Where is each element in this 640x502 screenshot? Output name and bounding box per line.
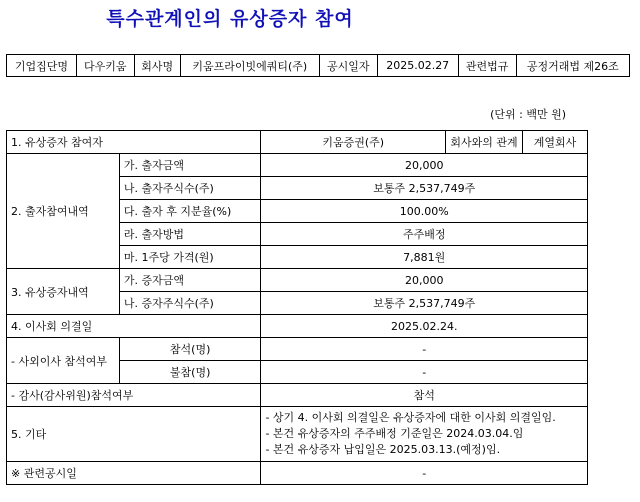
- auditor-label: - 감사(감사위원)참석여부: [7, 384, 261, 407]
- investment-row-value: 20,000: [261, 154, 588, 177]
- participation-detail-table: [6, 130, 588, 485]
- participant-value: 키움증권(주): [261, 131, 446, 154]
- investment-row-label: 다. 출자 후 지분율(%): [119, 200, 261, 223]
- company-value: 키움프라이빗에쿼티(주): [180, 55, 319, 77]
- capital-row-label: 나. 증자주식수(주): [119, 292, 261, 315]
- relation-value: 계열회사: [523, 131, 588, 154]
- capital-row-value: 보통주 2,537,749주: [261, 292, 588, 315]
- attend-label: 참석(명): [119, 338, 261, 361]
- board-date-value: 2025.02.24.: [261, 315, 588, 338]
- related-label: ※ 관련공시일: [7, 462, 261, 485]
- note-line: - 본건 유상증자 납입일은 2025.03.13.(예정)임.: [265, 443, 501, 456]
- table-row: [7, 407, 588, 462]
- capital-row-label: 가. 증자금액: [119, 269, 261, 292]
- company-label: 회사명: [134, 55, 180, 77]
- table-row: [7, 338, 588, 361]
- unit-note: (단위 : 백만 원): [490, 108, 566, 121]
- group-value: 다우키움: [76, 55, 134, 77]
- table-row: [7, 131, 588, 154]
- date-label: 공시일자: [319, 55, 377, 77]
- investment-row-label: 마. 1주당 가격(원): [119, 246, 261, 269]
- table-row: [7, 269, 588, 292]
- auditor-value: 참석: [261, 384, 588, 407]
- law-label: 관련법규: [458, 55, 516, 77]
- outside-directors-label: - 사외이사 참석여부: [7, 338, 120, 384]
- date-value: 2025.02.27: [377, 55, 458, 77]
- group-label: 기업집단명: [7, 55, 77, 77]
- table-row: [7, 154, 588, 177]
- absent-value: -: [261, 361, 588, 384]
- note-line: - 본건 유상증자의 주주배정 기준일은 2024.03.04.임: [265, 427, 524, 440]
- relation-label: 회사와의 관계: [446, 131, 523, 154]
- investment-row-value: 7,881원: [261, 246, 588, 269]
- participant-label: 1. 유상증자 참여자: [7, 131, 261, 154]
- page-title: 특수관계인의 유상증자 참여: [106, 8, 354, 30]
- attend-value: -: [261, 338, 588, 361]
- table-row: [7, 384, 588, 407]
- table-row: [7, 315, 588, 338]
- table-row: [7, 462, 588, 485]
- capital-increase-label: 3. 유상증자내역: [7, 269, 120, 315]
- investment-row-value: 100.00%: [261, 200, 588, 223]
- absent-label: 불참(명): [119, 361, 261, 384]
- law-value: 공정거래법 제26조: [516, 55, 629, 77]
- investment-label: 2. 출자참여내역: [7, 154, 120, 269]
- investment-row-value: 보통주 2,537,749주: [261, 177, 588, 200]
- related-value: -: [261, 462, 588, 485]
- other-label: 5. 기타: [7, 407, 261, 462]
- note-line: - 상기 4. 이사회 의결일은 유상증자에 대한 이사회 의결일임.: [265, 411, 556, 424]
- investment-row-value: 주주배정: [261, 223, 588, 246]
- investment-row-label: 가. 출자금액: [119, 154, 261, 177]
- disclosure-info-table: [6, 54, 630, 77]
- investment-row-label: 나. 출자주식수(주): [119, 177, 261, 200]
- board-date-label: 4. 이사회 의결일: [7, 315, 261, 338]
- other-notes: [261, 407, 588, 462]
- table-row: [7, 55, 630, 77]
- capital-row-value: 20,000: [261, 269, 588, 292]
- investment-row-label: 라. 출자방법: [119, 223, 261, 246]
